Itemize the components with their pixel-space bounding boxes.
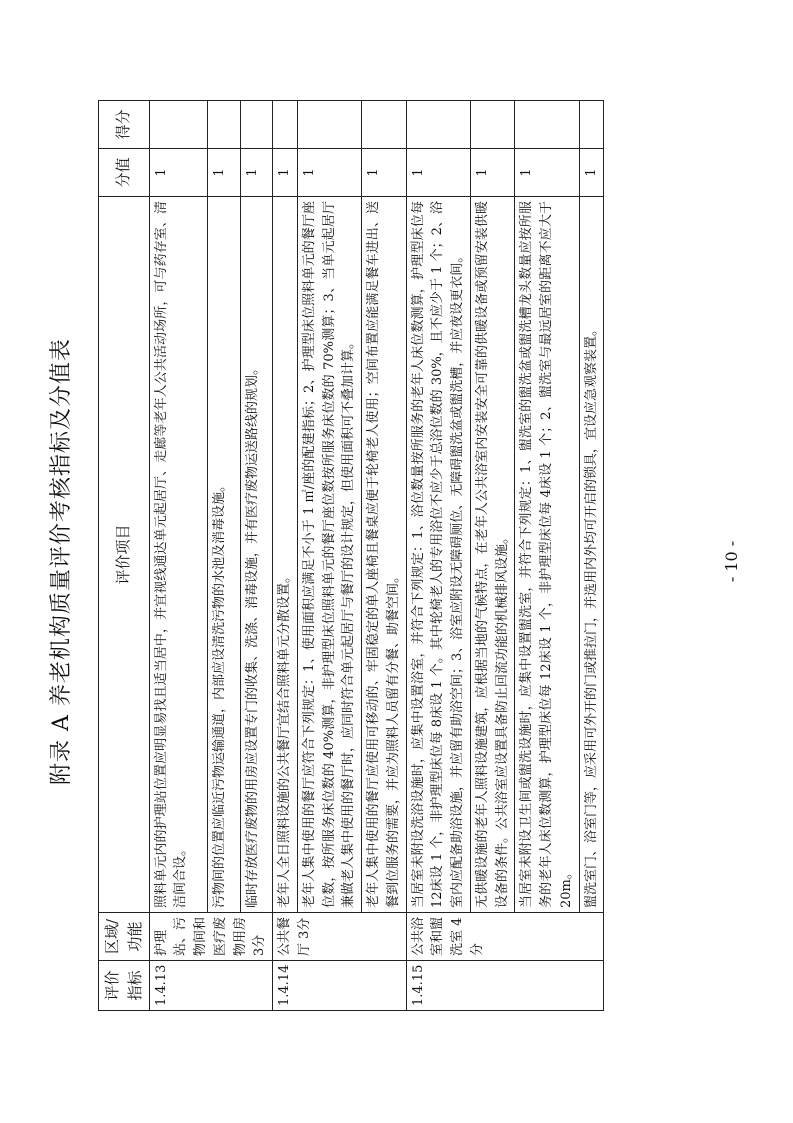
area-cell: 公共餐厅 3分 [273, 913, 407, 961]
area-cell: 护理站、污物间和医疗废物用房 3分 [149, 913, 273, 961]
table-row [208, 101, 241, 1011]
got-cell [515, 101, 579, 149]
evaluation-table [98, 100, 604, 1011]
got-cell [362, 101, 407, 149]
item-cell: 污物间的位置应临近污物运输通道，内部应设清洗污物的水池及消毒设施。 [208, 197, 241, 913]
item-cell: 临时存放医疗废物的用房应设置专门的收集、洗涤、消毒设施，并有医疗废物运送路线的规划。 [240, 197, 273, 913]
score-cell: 1 [149, 149, 207, 197]
index-cell: 1.4.14 [273, 961, 407, 1011]
table-row [515, 101, 579, 1011]
table-row [406, 101, 470, 1011]
table-row [273, 101, 298, 1011]
score-cell: 1 [470, 149, 515, 197]
area-cell: 公共浴室和盥洗室 4分 [406, 913, 604, 961]
page-title: 附录 A 养老机构质量评价考核指标及分值表 [49, 338, 74, 785]
got-cell [579, 101, 604, 149]
score-cell: 1 [240, 149, 273, 197]
table-row [149, 101, 207, 1011]
score-cell: 1 [515, 149, 579, 197]
got-cell [208, 101, 241, 149]
score-cell: 1 [406, 149, 470, 197]
header-score: 分值 [99, 149, 150, 197]
item-cell: 无供暖设施的老年人照料设施建筑，应根据当地的气候特点，在老年人公共浴室内安装安全可靠的供暖设备或预留安装供暖设备的条件。公共浴室应设置具备防止回流功能的机械排风设施。 [470, 197, 515, 913]
table-row [579, 101, 604, 1011]
page-number: - 10 - [722, 540, 741, 583]
header-got: 得分 [99, 101, 150, 149]
index-cell: 1.4.13 [149, 961, 273, 1011]
item-cell: 老年人集中使用的餐厅应符合下列规定：1、使用面积应满足不小于 1 ㎡/座的配建指标；2、护理型床位照料单元的餐厅座位数，按所服务床位数的 40%测算，非护理型床位照料单元的餐厅座位数按所服务床位数的 70%测算；3、当单元起居厅兼做老人集中使用的餐厅时，应同时符合单元起居厅与餐厅的设计规定，但使用面积可不叠加计算。 [297, 197, 361, 913]
table-row [470, 101, 515, 1011]
item-cell: 当居室未附设卫生间或盥洗设施时，应集中设置盥洗室，并符合下列规定：1、盥洗室的盥洗盆或盥洗槽龙头数量应按所服务的老年人床位数测算，护理型床位每 12床设 1 个，非护理型床位每 4床设 1 个；2、盥洗室与最远居室的距离不应大于 20m。 [515, 197, 579, 913]
got-cell [470, 101, 515, 149]
item-cell: 照料单元内的护理站位置应明显易找且适当居中，并宜视线通达单元起居厅、走廊等老年人公共活动场所，可与药存室、清洁间合设。 [149, 197, 207, 913]
header-item: 评价项目 [99, 197, 150, 913]
got-cell [149, 101, 207, 149]
index-cell: 1.4.15 [406, 961, 604, 1011]
score-cell: 1 [362, 149, 407, 197]
got-cell [273, 101, 298, 149]
got-cell [240, 101, 273, 149]
table-row [362, 101, 407, 1011]
table-header-row [99, 101, 150, 1011]
table-row [240, 101, 273, 1011]
score-cell: 1 [273, 149, 298, 197]
header-index: 评价指标 [99, 961, 150, 1011]
score-cell: 1 [297, 149, 361, 197]
got-cell [297, 101, 361, 149]
score-cell: 1 [208, 149, 241, 197]
item-cell: 当居室未附设洗浴设施时，应集中设置浴室，并符合下列规定：1、浴位数量按所服务的老年人床位数测算，护理型床位每 12床设 1 个，非护理型床位每 8床设 1 个。其中轮椅老人的专用浴位不应少于总浴位数的 30%，且不应少于 1 个；2、浴室内应配备助浴设施，并应留有助浴空间；3、浴室应附设无障碍厕位、无障碍盥洗盆或盥洗槽，并应夜设更衣间。 [406, 197, 470, 913]
item-cell: 老年人全日照料设施的公共餐厅宜结合照料单元分散设置。 [273, 197, 298, 913]
item-cell: 盥洗室门、浴室门等，应采用可外开的门或推拉门，并选用内外均可开启的锁具，宜设应急观察装置。 [579, 197, 604, 913]
score-cell: 1 [579, 149, 604, 197]
table-row [297, 101, 361, 1011]
header-area: 区域/功能 [99, 913, 150, 961]
got-cell [406, 101, 470, 149]
item-cell: 老年人集中使用的餐厅应使用可移动的、牢固稳定的单人座椅且餐桌应便于轮椅老人使用；空间布置应能满足餐车进出、送餐到位服务的需要，并应为照料人员留有分餐、助餐空间。 [362, 197, 407, 913]
